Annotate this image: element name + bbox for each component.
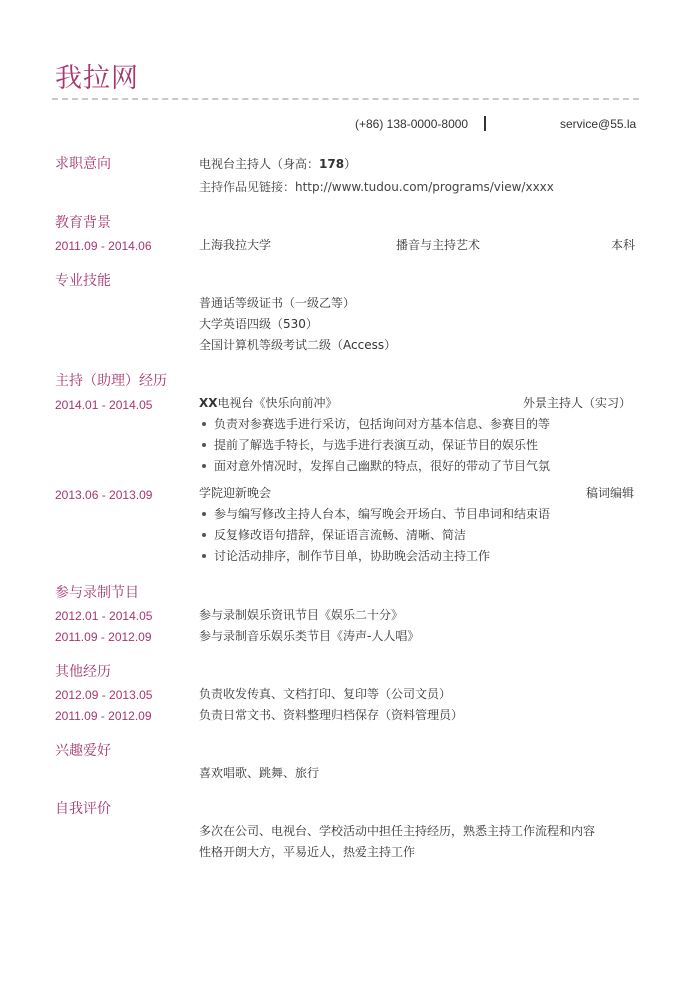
objective-position-suffix: ） bbox=[344, 157, 357, 171]
skill-item: 大学英语四级（530） bbox=[199, 317, 318, 331]
job-bullet: 面对意外情况时，发挥自己幽默的特点，很好的带动了节目气氛 bbox=[199, 458, 550, 474]
other-date: 2011.09 - 2012.09 bbox=[55, 709, 152, 723]
education-school: 上海我拉大学 bbox=[199, 238, 272, 252]
job-bullet: 反复修改语句措辞，保证语言流畅、清晰、简洁 bbox=[199, 527, 466, 543]
job-bullet: 负责对参赛选手进行采访，包括询问对方基本信息、参赛目的等 bbox=[199, 416, 550, 432]
objective-position bbox=[199, 156, 356, 172]
other-item: 负责日常文书、资料整理归档保存（资料管理员） bbox=[199, 708, 464, 722]
bullet-dot-icon bbox=[202, 554, 206, 558]
header-divider bbox=[52, 98, 639, 100]
other-item: 负责收发传真、文档打印、复印等（公司文员） bbox=[199, 687, 452, 701]
job-date: 2013.06 - 2013.09 bbox=[55, 488, 153, 502]
program-item: 参与录制娱乐资讯节目《娱乐二十分》 bbox=[199, 608, 404, 622]
phone-number: (+86) 138-0000-8000 bbox=[355, 117, 469, 131]
program-date: 2012.01 - 2014.05 bbox=[55, 609, 153, 623]
job-bullet: 讨论活动排序，制作节目单，协助晚会活动主持工作 bbox=[199, 548, 490, 564]
job-role: 外景主持人（实习） bbox=[523, 396, 632, 410]
education-degree: 本科 bbox=[611, 238, 636, 252]
objective-position-prefix: 电视台主持人（身高： bbox=[199, 157, 320, 171]
education-date: 2011.09 - 2014.06 bbox=[55, 239, 152, 253]
job-org-prefix: XX bbox=[199, 396, 218, 410]
job-organization bbox=[199, 395, 338, 411]
section-title-education: 教育背景 bbox=[55, 215, 111, 231]
section-title-hobbies: 兴趣爱好 bbox=[55, 743, 111, 759]
objective-portfolio-link[interactable]: 主持作品见链接：http://www.tudou.com/programs/view/xxxx bbox=[199, 180, 554, 194]
job-bullet: 参与编写修改主持人台本，编写晚会开场白、节目串词和结束语 bbox=[199, 506, 550, 522]
section-title-self: 自我评价 bbox=[55, 801, 111, 817]
bullet-dot-icon bbox=[202, 464, 206, 468]
email-address[interactable]: service@55.la bbox=[560, 117, 637, 131]
job-org-rest: 电视台《快乐向前冲》 bbox=[217, 396, 338, 410]
section-title-objective: 求职意向 bbox=[55, 156, 111, 172]
job-bullet: 提前了解选手特长，与选手进行表演互动，保证节目的娱乐性 bbox=[199, 437, 538, 453]
bullet-dot-icon bbox=[202, 422, 206, 426]
skill-item: 全国计算机等级考试二级（Access） bbox=[199, 338, 397, 352]
bullet-dot-icon bbox=[202, 512, 206, 516]
other-date: 2012.09 - 2013.05 bbox=[55, 688, 153, 702]
job-role: 稿词编辑 bbox=[586, 486, 635, 500]
job-organization: 学院迎新晚会 bbox=[199, 486, 272, 500]
program-item: 参与录制音乐娱乐类节目《涛声-人人唱》 bbox=[199, 629, 420, 643]
section-title-other: 其他经历 bbox=[55, 664, 111, 680]
self-eval-line: 性格开朗大方，平易近人，热爱主持工作 bbox=[199, 845, 416, 859]
brand-title: 我拉网 bbox=[55, 63, 139, 94]
objective-height: 178 bbox=[319, 157, 345, 171]
program-date: 2011.09 - 2012.09 bbox=[55, 630, 152, 644]
section-title-programs: 参与录制节目 bbox=[55, 585, 139, 601]
contact-bar bbox=[0, 115, 700, 133]
bullet-dot-icon bbox=[202, 443, 206, 447]
education-major: 播音与主持艺术 bbox=[396, 238, 481, 252]
contact-separator bbox=[484, 116, 486, 131]
hobbies-text: 喜欢唱歌、跳舞、旅行 bbox=[199, 766, 320, 780]
bullet-dot-icon bbox=[202, 533, 206, 537]
section-title-skills: 专业技能 bbox=[55, 273, 111, 289]
job-date: 2014.01 - 2014.05 bbox=[55, 398, 153, 412]
section-title-experience: 主持（助理）经历 bbox=[55, 373, 167, 389]
self-eval-line: 多次在公司、电视台、学校活动中担任主持经历，熟悉主持工作流程和内容 bbox=[199, 824, 596, 838]
skill-item: 普通话等级证书（一级乙等） bbox=[199, 296, 356, 310]
